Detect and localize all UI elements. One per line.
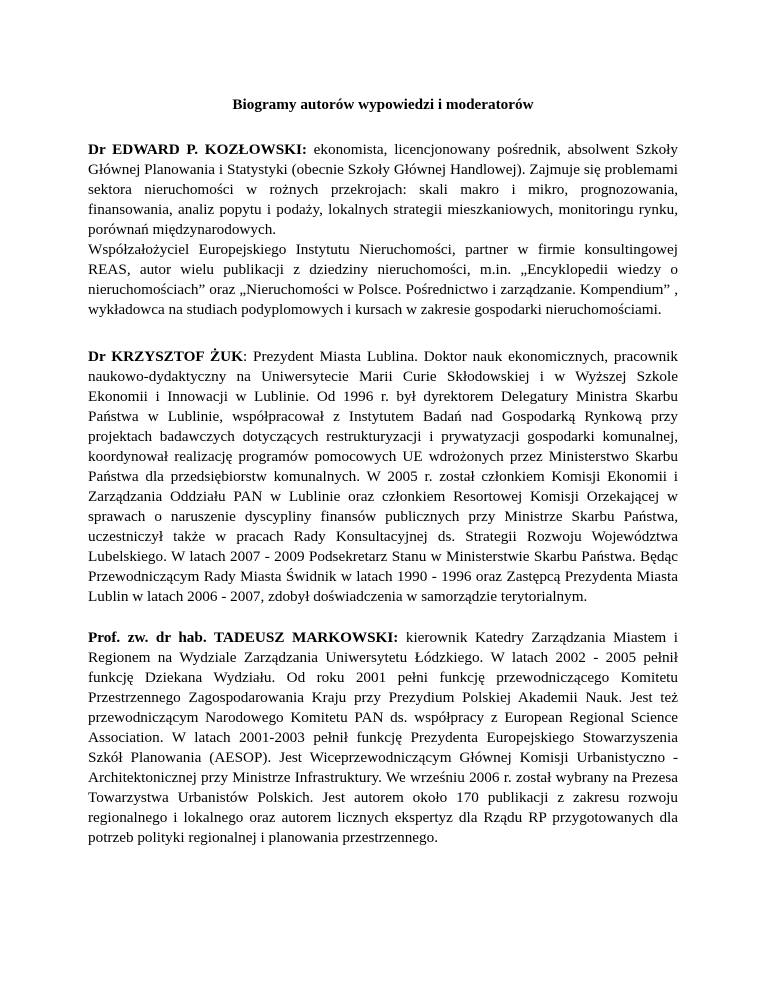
- bio-text: ekonomista, licencjonowany pośrednik, absolwent Szkoły Głównej Planowania i Statystyki (obecnie Szkoły Głównej Handlowej). Zajmuje się problemami sektora nieruchomości w rożnych przekrojach: skali makro i mikro, prognozowania, finansowania, analiz popytu i podaży, lokalnych strategii mieszkaniowych, monitoringu rynku, porównań międzynarodowych.: [88, 141, 678, 238]
- bio-paragraph: [88, 628, 678, 848]
- bio-zuk: [88, 347, 678, 607]
- bio-text: : Prezydent Miasta Lublina. Doktor nauk ekonomicznych, pracownik naukowo-dydaktyczny na Uniwersytecie Marii Curie Skłodowskiej i w Wyższej Szkole Ekonomii i Innowacji w Lublinie. Od 1996 r. był dyrektorem Delegatury Ministra Skarbu Państwa w Lublinie, współpracował z Instytutem Badań nad Gospodarką Rynkową przy projektach badawczych dotyczących restrukturyzacji i prywatyzacji gospodarki komunalnej, koordynował realizację programów pomocowych UE wdrożonych przez Ministerstwo Skarbu Państwa dla przedsiębiorstw komunalnych. W 2005 r. został członkiem Komisji Ekonomii i Zarządzania Oddziału PAN w Lublinie oraz członkiem Resortowej Komisji Orzekającej w sprawach o naruszenie dyscypliny finansów publicznych przy Ministrze Skarbu Państwa, uczestniczył także w pracach Rady Konsultacyjnej ds. Strategii Rozwoju Województwa Lubelskiego. W latach 2007 - 2009 Podsekretarz Stanu w Ministerstwie Skarbu Państwa. Będąc Przewodniczącym Rady Miasta Świdnik w latach 1990 - 1996 oraz Zastępcą Prezydenta Miasta Lublin w latach 2006 - 2007, zdobył doświadczenia w samorządzie terytorialnym.: [88, 348, 678, 605]
- bio-name: Dr KRZYSZTOF ŻUK: [88, 348, 243, 365]
- bio-kozlowski: [88, 140, 678, 320]
- document-title: Biogramy autorów wypowiedzi i moderatorów: [232, 96, 534, 113]
- bio-name: Prof. zw. dr hab. TADEUSZ MARKOWSKI:: [88, 629, 399, 646]
- bio-name: Dr EDWARD P. KOZŁOWSKI:: [88, 141, 307, 158]
- document-page: [88, 95, 678, 848]
- spacer: [88, 607, 678, 628]
- bio-markowski: [88, 628, 678, 848]
- bio-text: kierownik Katedry Zarządzania Miastem i Regionem na Wydziale Zarządzania Uniwersytetu Łódzkiego. W latach 2002 - 2005 pełnił funkcję Dziekana Wydziału. Od roku 2001 pełni funkcję przewodniczącego Komitetu Przestrzennego Zagospodarowania Kraju przy Prezydium Polskiej Akademii Nauk. Jest też przewodniczącym Narodowego Komitetu PAN ds. współpracy z European Regional Science Association. W latach 2001-2003 pełnił funkcję Prezydenta Europejskiego Stowarzyszenia Szkół Planowania (AESOP). Jest Wiceprzewodniczącym Głównej Komisji Urbanistyczno - Architektonicznej przy Ministrze Infrastruktury. We wrześniu 2006 r. został wybrany na Prezesa Towarzystwa Urbanistów Polskich. Jest autorem około 170 publikacji z zakresu rozwoju regionalnego i lokalnego oraz autorem licznych ekspertyz dla Rządu RP przygotowanych dla potrzeb polityki regionalnej i planowania przestrzennego.: [88, 629, 678, 846]
- bio-paragraph: Współzałożyciel Europejskiego Instytutu Nieruchomości, partner w firmie konsultingowej REAS, autor wielu publikacji z dziedziny nieruchomości, m.in. „Encyklopedii wiedzy o nieruchomościach” oraz „Nieruchomości w Polsce. Pośrednictwo i zarządzanie. Kompendium” , wykładowca na studiach podyplomowych i kursach w zakresie gospodarki nieruchomościami.: [88, 241, 678, 318]
- bio-paragraph: [88, 140, 678, 240]
- spacer: [88, 320, 678, 347]
- bio-paragraph: [88, 347, 678, 607]
